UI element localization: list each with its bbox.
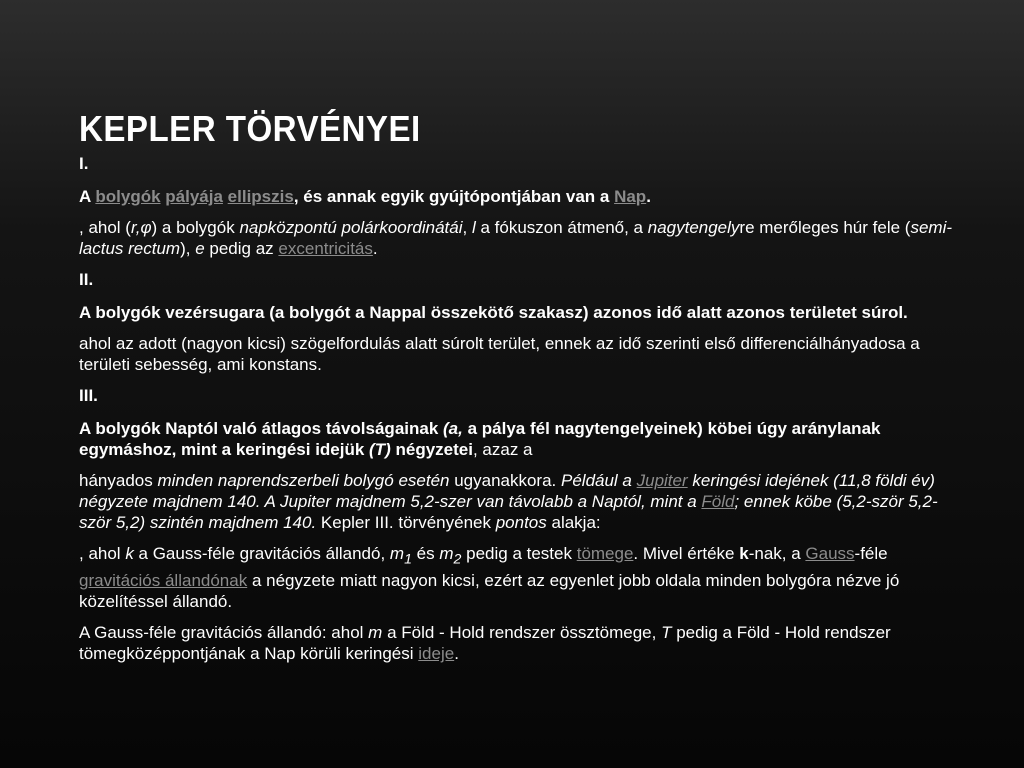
text: . xyxy=(454,644,459,664)
law-2-numeral: II. xyxy=(79,270,94,289)
link-ellipse[interactable]: ellipszis xyxy=(227,187,294,206)
text: , ahol xyxy=(79,544,126,563)
law-2-explanation: ahol az adott (nagyon kicsi) szögelfordulás alatt súrolt terület, ennek az idő szerinti első differenciálhányadosa a területi sebesség, ami konstans. xyxy=(79,334,920,374)
text: . xyxy=(646,187,651,206)
text: -nak, a xyxy=(748,544,806,563)
slide-content xyxy=(79,153,959,674)
symbol-m2: m xyxy=(439,544,454,563)
text: minden naprendszerbeli bolygó esetén xyxy=(157,471,450,490)
text: , és annak egyik gyújtópontjában van a xyxy=(293,187,615,206)
law-3-gauss-text xyxy=(79,543,959,612)
text: pedig az xyxy=(204,239,279,258)
text: , xyxy=(462,218,472,237)
link-eccentricity[interactable]: excentricitás xyxy=(278,239,373,258)
text: hányados xyxy=(79,471,158,490)
link-jupiter[interactable]: Jupiter xyxy=(636,471,688,490)
symbol-m1: m xyxy=(389,544,405,563)
text: . xyxy=(372,239,378,258)
law-1-explanation xyxy=(79,217,959,259)
link-mass[interactable]: tömege xyxy=(576,544,634,563)
link-earth[interactable]: Föld xyxy=(701,492,735,511)
text: . Mivel értéke xyxy=(633,544,740,563)
link-gravitational-constant[interactable]: gravitációs állandónak xyxy=(79,571,248,591)
text: ugyanakkora. xyxy=(449,471,561,490)
link-gauss[interactable]: Gauss xyxy=(805,544,855,563)
text: a pálya fél nagytengelyeinek) köbei úgy aránylanak egymáshoz, mint a keringési idejük xyxy=(79,419,881,459)
symbol-e: e xyxy=(195,239,205,258)
term-semi-lactus-rectum: semi-lactus rectum xyxy=(79,218,953,258)
text: ) a bolygók xyxy=(151,218,240,237)
law-3-gauss-constant-text xyxy=(79,622,959,664)
text: és xyxy=(411,544,440,563)
symbol-m: m xyxy=(368,623,383,643)
law-3-quotient-text xyxy=(79,470,959,533)
text: pontos xyxy=(495,513,547,532)
text: keringési idejének (11,8 földi év) négyzete majdnem 140. A Jupiter majdnem 5,2-szer van távolabb a Naptól, mint a xyxy=(79,471,935,511)
link-period[interactable]: ideje xyxy=(418,644,455,664)
text: A bolygók Naptól való átlagos távolságainak xyxy=(79,419,444,438)
subscript-2: 2 xyxy=(453,551,462,568)
text: , xyxy=(135,218,141,237)
law-1-statement xyxy=(79,186,959,207)
text: A Gauss-féle gravitációs állandó: ahol xyxy=(79,623,369,643)
link-planets[interactable]: bolygók xyxy=(95,187,161,206)
law-1-numeral: I. xyxy=(79,154,89,173)
text: a négyzete miatt nagyon kicsi, ezért az egyenlet jobb oldala minden bolygóra nézve jó közelítéssel állandó. xyxy=(79,571,900,612)
symbol-a: (a, xyxy=(443,419,463,438)
text: Kepler III. törvényének xyxy=(316,513,496,532)
symbol-t: (T) xyxy=(369,440,391,459)
text: , azaz a xyxy=(472,440,533,459)
text: ; ennek köbe (5,2-ször 5,2-ször 5,2) szintén majdnem 140. xyxy=(79,492,938,532)
text: -féle xyxy=(854,544,888,563)
term-polar-coordinates: napközpontú polárkoordinátái xyxy=(239,218,463,237)
text: négyzetei xyxy=(390,440,473,459)
law-2-statement: A bolygók vezérsugara (a bolygót a Nappal összekötő szakasz) azonos idő alatt azonos területet súrol. xyxy=(79,303,908,322)
text: pedig a testek xyxy=(461,544,577,563)
link-sun[interactable]: Nap xyxy=(614,187,647,206)
text: re merőleges húr fele ( xyxy=(739,218,911,237)
symbol-k: k xyxy=(125,544,134,563)
subscript-1: 1 xyxy=(404,551,412,568)
law-3-statement xyxy=(79,418,959,460)
text: Például a xyxy=(561,471,637,490)
text: a fókuszon átmenő, a xyxy=(475,218,648,237)
symbol-l: l xyxy=(471,218,476,237)
symbol-k-bold: k xyxy=(739,544,749,563)
slide-title: KEPLER TÖRVÉNYEI xyxy=(79,108,421,149)
text: alakja: xyxy=(546,513,601,532)
symbol-r: r xyxy=(130,218,136,237)
link-orbit[interactable]: pályája xyxy=(165,187,223,206)
text: pedig a Föld - Hold rendszer tömegközéppontjának a Nap körüli keringési xyxy=(79,623,891,664)
text: , ahol ( xyxy=(79,218,131,237)
term-major-axis: nagytengely xyxy=(647,218,740,237)
text: ), xyxy=(180,239,196,258)
text: a Gauss-féle gravitációs állandó, xyxy=(133,544,390,563)
text: A xyxy=(79,187,96,206)
text: a Föld - Hold rendszer össztömege, xyxy=(382,623,662,643)
law-3-numeral: III. xyxy=(79,386,98,405)
symbol-t: T xyxy=(661,623,672,643)
symbol-phi: φ xyxy=(140,218,152,237)
